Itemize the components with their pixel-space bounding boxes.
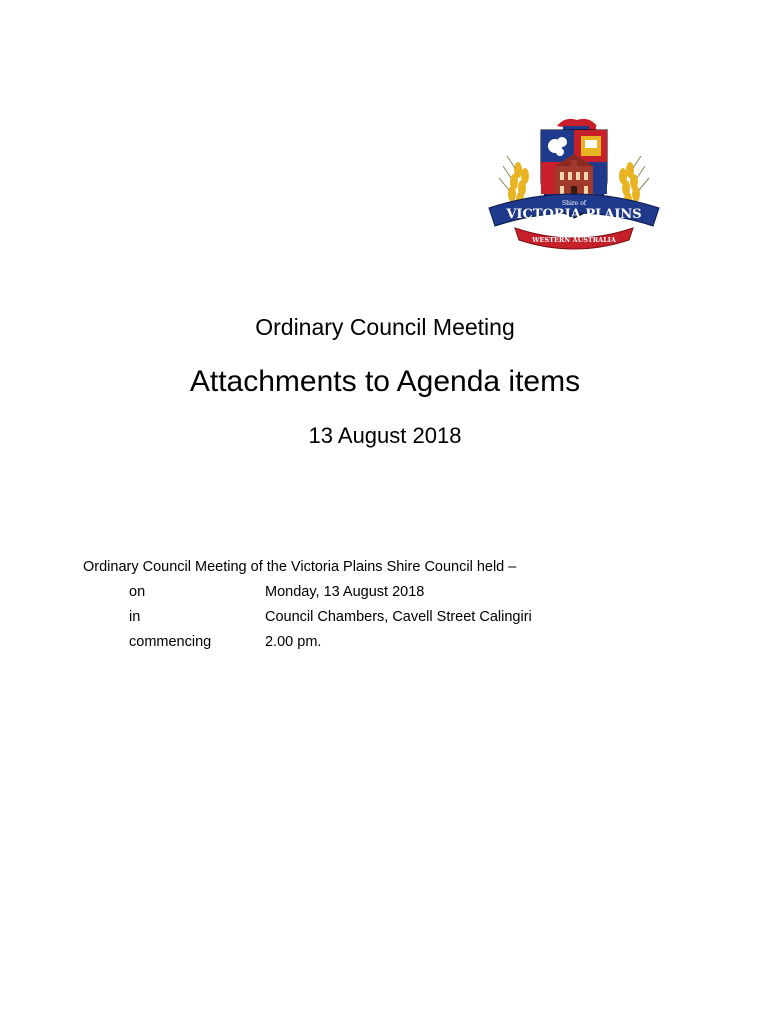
banner-small-text: Shire of [561, 200, 587, 207]
banner-main-text: VICTORIA PLAINS [506, 207, 642, 222]
detail-row-on [129, 582, 424, 602]
detail-label: in [129, 609, 141, 625]
shire-crest-logo [485, 108, 663, 258]
document-date: 13 August 2018 [308, 423, 462, 448]
detail-value: 2.00 pm. [265, 634, 322, 650]
detail-label: on [129, 584, 146, 600]
detail-row-in [129, 607, 532, 627]
detail-value: Council Chambers, Cavell Street Calingiri [265, 609, 532, 625]
detail-value: Monday, 13 August 2018 [265, 584, 425, 600]
detail-row-commencing [129, 632, 321, 652]
detail-label: commencing [129, 634, 212, 650]
ribbon-text: WESTERN AUSTRALIA [532, 236, 616, 244]
document-title: Attachments to Agenda items [189, 365, 581, 398]
ribbon-icon [515, 228, 633, 249]
meeting-type-heading: Ordinary Council Meeting [255, 314, 515, 340]
meeting-intro-text: Ordinary Council Meeting of the Victoria Plains Shire Council held – [83, 559, 517, 575]
